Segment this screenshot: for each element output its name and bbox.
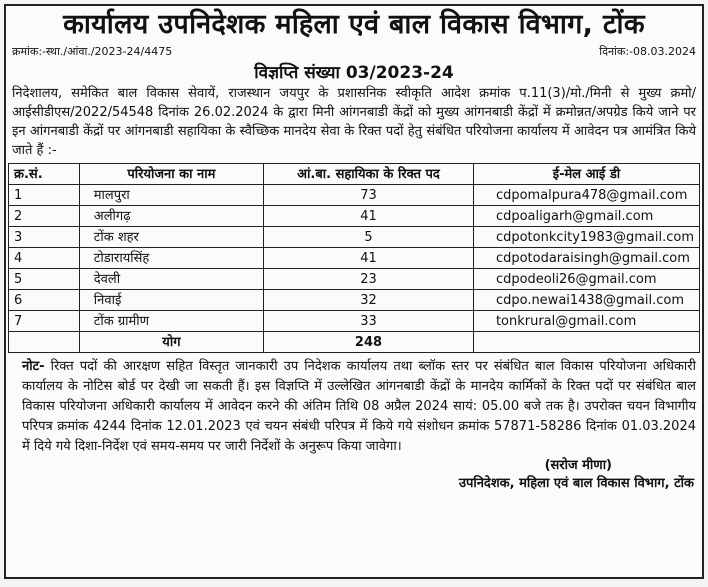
row-posts: 23: [264, 269, 474, 290]
table-row: [9, 248, 700, 269]
notice-document: [4, 4, 704, 579]
row-posts: 73: [264, 185, 474, 206]
row-serial: 5: [9, 269, 80, 290]
row-serial: 1: [9, 185, 80, 206]
table-row: [9, 206, 700, 227]
total-blank: [9, 332, 80, 353]
table-row: [9, 311, 700, 332]
row-email: cdpo.newai1438@gmail.com: [473, 290, 699, 311]
intro-paragraph: निदेशालय, समेकित बाल विकास सेवायें, राजस्थान जयपुर के प्रशासनिक स्वीकृति आदेश क्रमांक प.11(3)/मो./मिनी से मुख्य क्रमो/ आईसीडीएस/2022/54548 दिनांक 26.02.2024 के द्वारा मिनी आंगनबाडी केंद्रों को मुख्य आंगनबाडी केंद्रों में क्रमोन्नत/अपग्रेड किये जाने पर इन आंगनबाडी केंद्रों पर आंगनबाडी सहायिका के स्वैच्छिक मानदेय सेवा के रिक्त पदों हेतु संबंधित परियोजना कार्यालय में आवेदन पत्र आमंत्रित किये जाते हैं :-: [12, 86, 696, 158]
row-email: cdpodeoli26@gmail.com: [473, 269, 699, 290]
row-serial: 7: [9, 311, 80, 332]
signatory-name: (सरोज मीणा): [544, 458, 612, 473]
header-posts: आं.बा. सहायिका के रिक्त पद: [264, 164, 474, 185]
row-posts: 41: [264, 248, 474, 269]
table-row: [9, 290, 700, 311]
row-project: अलीगढ़: [79, 206, 263, 227]
reference-number: क्रमांक:-स्था./आंवा./2023-24/4475: [12, 45, 173, 58]
row-posts: 32: [264, 290, 474, 311]
note-label: नोट-: [22, 359, 45, 374]
notice-date: दिनांक:-08.03.2024: [599, 45, 696, 58]
row-serial: 2: [9, 206, 80, 227]
row-serial: 3: [9, 227, 80, 248]
total-posts: 248: [264, 332, 474, 353]
reference-line: [6, 44, 702, 60]
row-project: टोंक ग्रामीण: [79, 311, 263, 332]
table-row: [9, 269, 700, 290]
row-posts: 5: [264, 227, 474, 248]
row-project: मालपुरा: [79, 185, 263, 206]
note-paragraph: [6, 353, 702, 457]
row-posts: 41: [264, 206, 474, 227]
header-email: ई-मेल आई डी: [473, 164, 699, 185]
note-text: रिक्त पदों की आरक्षण सहित विस्तृत जानकारी उप निदेशक कार्यालय तथा ब्लॉक स्तर पर संबंधित बाल विकास परियोजना अधिकारी कार्यालय के नोटिस बोर्ड पर देखी जा सकती हैं। इस विज्ञप्ति में उल्लेखित आंगनबाडी केंद्रों के मानदेय कार्मिकों के रिक्त पदों पर संबंधित बाल विकास परियोजना अधिकारी कार्यालय में आवेदन करने की अंतिम तिथि 08 अप्रैल 2024 सायं: 05.00 बजे तक है। उपरोक्त चयन विभागीय परिपत्र क्रमांक 4244 दिनांक 12.01.2023 एवं चयन संबंधी परिपत्र में किये गये संशोधन क्रमांक 57871-58286 दिनांक 01.03.2024 में दिये गये दिशा-निर्देश एवं समय-समय पर जारी निर्देशों के अनुरूप किया जावेगा।: [22, 359, 696, 454]
office-title: कार्यालय उपनिदेशक महिला एवं बाल विकास विभाग, टोंक: [63, 9, 645, 40]
row-email: cdpotonkcity1983@gmail.com: [473, 227, 699, 248]
row-serial: 4: [9, 248, 80, 269]
header-project: परियोजना का नाम: [79, 164, 263, 185]
row-serial: 6: [9, 290, 80, 311]
table-header-row: [9, 164, 700, 185]
row-email: cdpomalpura478@gmail.com: [473, 185, 699, 206]
table-total-row: [9, 332, 700, 353]
row-project: निवाई: [79, 290, 263, 311]
table-row: [9, 227, 700, 248]
row-project: देवली: [79, 269, 263, 290]
row-posts: 33: [264, 311, 474, 332]
row-email: cdpoaligarh@gmail.com: [473, 206, 699, 227]
row-email: tonkrural@gmail.com: [473, 311, 699, 332]
row-email: cdpotodaraisingh@gmail.com: [473, 248, 699, 269]
total-label: योग: [79, 332, 263, 353]
notice-number: विज्ञप्ति संख्या 03/2023-24: [254, 63, 454, 83]
row-project: टोडारायसिंह: [79, 248, 263, 269]
total-email-blank: [473, 332, 699, 353]
vacancy-table: [8, 163, 700, 353]
signatory-designation: उपनिदेशक, महिला एवं बाल विकास विभाग, टोंक: [458, 476, 694, 491]
header-serial: क्र.सं.: [9, 164, 80, 185]
row-project: टोंक शहर: [79, 227, 263, 248]
table-row: [9, 185, 700, 206]
